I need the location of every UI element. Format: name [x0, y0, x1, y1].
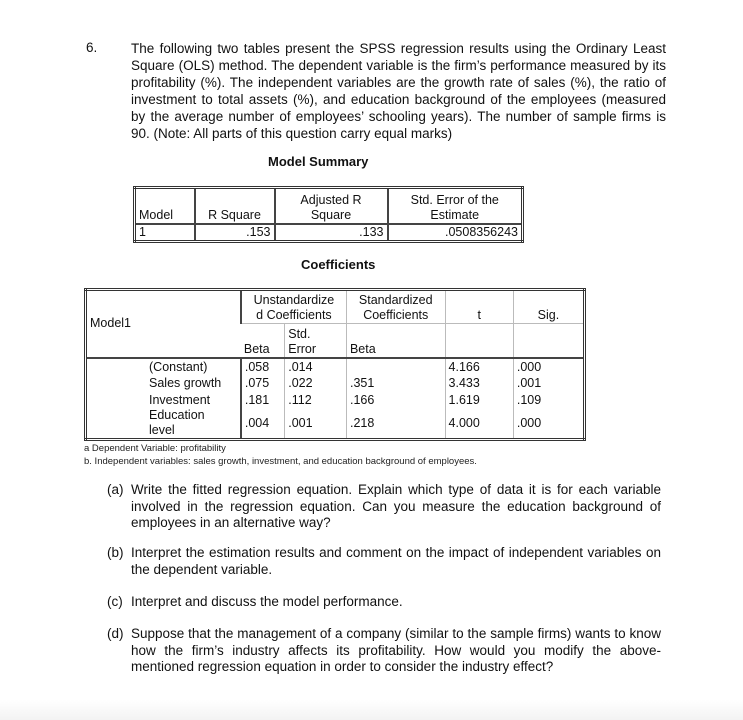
model-summary-header-row — [135, 188, 523, 224]
cell-std-beta: .166 — [349, 392, 375, 407]
sig-column — [513, 358, 584, 440]
beta-column — [241, 358, 285, 440]
header-unstandardized-coefficients — [241, 290, 347, 324]
header-sig: Sig. — [513, 290, 584, 324]
question-intro: The following two tables present the SPSS regression results using the Ordinary Least Square (OLS) method. The dependent variable is the firm’s performance measured by its profitability (%). The independent variables are the growth rate of sales (%), the ratio of investment to total assets (%), and education background of the employees (measured by the average number of employees’ schooling years). The number of sample firms is 90. (Note: All parts of this question carry equal marks) — [131, 41, 666, 141]
cell-sig: .109 — [516, 392, 542, 407]
subheader-t-empty — [445, 324, 513, 358]
cell-model: 1 — [135, 224, 195, 242]
cell-std-error: .112 — [288, 392, 312, 407]
cell-sig: .001 — [516, 376, 542, 390]
coefficients-header-row-1 — [86, 290, 585, 324]
cell-std-error: .014 — [288, 359, 313, 374]
cell-std-error: .001 — [288, 416, 313, 430]
t-column — [445, 358, 513, 440]
cell-beta: .004 — [244, 416, 270, 430]
part-label: (c) — [107, 594, 123, 609]
cell-beta: .058 — [244, 359, 270, 374]
variable-education-line2: level — [149, 423, 175, 437]
part-label: (d) — [107, 626, 124, 641]
header-model: Model — [139, 207, 174, 222]
std-error-column — [285, 358, 347, 440]
footnote-independent-variables: b. Independent variables: sales growth, investment, and education background of employees. — [84, 456, 477, 467]
subheader-std-error-line2: Error — [288, 341, 317, 356]
header-t: t — [445, 290, 513, 324]
header-unstd-line2: d Coefficients — [256, 308, 332, 322]
header-r-square: R Square — [195, 188, 275, 224]
question-part-a — [107, 482, 667, 542]
cell-t: 1.619 — [448, 392, 480, 407]
variable-investment: Investment — [149, 392, 211, 407]
cell-sig: .000 — [516, 359, 542, 374]
subheader-std-error — [285, 324, 347, 358]
cell-std-error-estimate: .0508356243 — [388, 224, 523, 242]
variable-education-line1: Education — [149, 408, 205, 422]
cell-beta: .075 — [244, 376, 270, 390]
part-text: Interpret the estimation results and comment on the impact of independent variables on the dependent variable. — [131, 545, 661, 577]
header-std-error-estimate: Std. Error of the Estimate — [388, 188, 523, 224]
model-summary-title: Model Summary — [268, 154, 369, 169]
cell-beta: .181 — [244, 392, 270, 407]
cell-std-beta: .351 — [349, 376, 375, 390]
part-text: Interpret and discuss the model performance. — [131, 594, 403, 609]
header-std-line1: Standardized — [358, 293, 433, 307]
cell-std-beta — [350, 359, 442, 376]
subheader-standardized-beta: Beta — [346, 324, 445, 358]
header-std-line2: Coefficients — [363, 308, 429, 322]
variable-constant: (Constant) — [149, 359, 208, 374]
header-standardized-coefficients — [346, 290, 445, 324]
part-text: Write the fitted regression equation. Explain which type of data it is for each variable involved in the regression equation. Can you measure the education background of employees in an alternative way? — [131, 482, 661, 530]
cell-t: 4.166 — [448, 359, 480, 374]
page-bottom-shade — [0, 700, 743, 720]
coefficients-body — [86, 358, 585, 440]
question-number: 6. — [86, 40, 98, 55]
cell-t: 3.433 — [448, 376, 480, 390]
standardized-beta-column — [346, 358, 445, 440]
cell-std-beta: .218 — [349, 416, 375, 430]
coefficients-table — [84, 288, 586, 441]
question-part-b — [107, 545, 667, 585]
variable-sales-growth: Sales growth — [149, 376, 222, 390]
footnote-dependent-variable: a Dependent Variable: profitability — [84, 443, 226, 454]
table-row — [135, 224, 523, 242]
cell-t: 4.000 — [448, 416, 480, 430]
header-unstd-line1: Unstandardize — [253, 293, 335, 307]
question-part-d — [107, 626, 667, 686]
cell-std-error: .022 — [288, 376, 313, 390]
subheader-sig-empty — [513, 324, 584, 358]
part-label: (b) — [107, 545, 124, 560]
part-label: (a) — [107, 482, 124, 497]
subheader-beta: Beta — [241, 324, 285, 358]
question-part-c — [107, 594, 667, 614]
cell-r-square: .153 — [195, 224, 275, 242]
header-adjusted-r-square: Adjusted R Square — [275, 188, 388, 224]
cell-sig: .000 — [516, 416, 542, 430]
header-model: Model1 — [90, 316, 131, 331]
part-text: Suppose that the management of a company (similar to the sample firms) wants to know how the firm’s industry affects its profitability. How would you modify the above-mentioned regression equation in order to consider the industry effect? — [131, 626, 661, 674]
cell-adjusted-r-square: .133 — [275, 224, 388, 242]
variable-column — [86, 358, 241, 440]
model-summary-table — [133, 186, 524, 243]
subheader-std-error-line1: Std. — [288, 326, 311, 341]
coefficients-title: Coefficients — [301, 257, 376, 272]
